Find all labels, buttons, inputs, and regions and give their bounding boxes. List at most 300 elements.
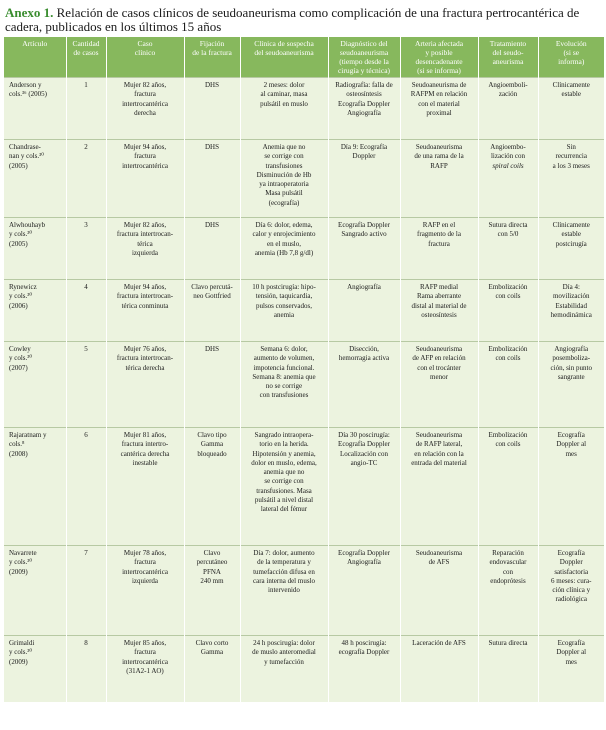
cell-line: Día 9: Ecografía bbox=[340, 143, 388, 151]
cell-line: cara interna del muslo bbox=[252, 576, 315, 585]
cell-line: cols.⁸ bbox=[9, 440, 25, 449]
cell-line: en el muslo, bbox=[266, 239, 302, 248]
cell-line: 6 bbox=[84, 431, 88, 439]
table-cell bbox=[106, 140, 184, 218]
cell-line: endoprótesis bbox=[490, 576, 526, 585]
column-header-line: Cantidad bbox=[72, 39, 100, 48]
cell-line: Día 30 poscirugía: bbox=[338, 431, 390, 439]
cell-line: anemia (Hb 7,8 g/dl) bbox=[254, 248, 314, 257]
cell-line: Ecografía Doppler bbox=[338, 549, 390, 557]
cell-line: 3 bbox=[84, 221, 88, 229]
cell-line: Localización con bbox=[339, 449, 388, 458]
table-cell bbox=[538, 280, 604, 342]
cell-line: DHS bbox=[204, 81, 219, 89]
cell-line: ción, sin punto bbox=[550, 363, 592, 372]
table-body bbox=[4, 78, 604, 702]
table-cell bbox=[240, 280, 328, 342]
cell-line: proximal bbox=[426, 108, 452, 117]
column-header-line: de la fractura bbox=[192, 48, 232, 57]
cell-line: movilización bbox=[552, 292, 590, 301]
table-row bbox=[4, 636, 604, 702]
cell-line: Semana 6: dolor, bbox=[260, 345, 308, 353]
table-cell bbox=[328, 140, 400, 218]
cell-line: 2 meses: dolor bbox=[263, 81, 305, 89]
cell-line: zación bbox=[498, 90, 518, 99]
table-cell bbox=[240, 218, 328, 280]
table-cell bbox=[4, 636, 66, 702]
cell-line: radiológica bbox=[555, 595, 587, 604]
cell-line: Mujer 82 años, bbox=[123, 221, 167, 229]
table-cell bbox=[328, 636, 400, 702]
column-header-line: del seudo- bbox=[492, 48, 524, 57]
table-cell bbox=[184, 342, 240, 428]
table-cell bbox=[106, 78, 184, 140]
cell-line: Mujer 78 años, bbox=[123, 549, 167, 557]
cell-line: DHS bbox=[204, 345, 219, 353]
table-cell bbox=[478, 280, 538, 342]
cell-line: (2007) bbox=[9, 363, 28, 372]
cell-line: y tumefacción bbox=[264, 657, 304, 666]
cell-line: Rynewicz bbox=[9, 283, 37, 291]
cell-line: sangrante bbox=[557, 372, 585, 381]
cell-line: fractura intertro- bbox=[121, 440, 169, 449]
cell-line: Semana 8: anemia que bbox=[252, 372, 316, 381]
caption-text: Relación de casos clínicos de seudoaneurisma como complicación de una fractura pertrocantérica de cadera, publicados en los últimos 15 años bbox=[5, 5, 580, 34]
cell-line: RAFP en el bbox=[422, 221, 456, 229]
cell-line: Gamma bbox=[200, 440, 224, 449]
column-header-line: aneurisma bbox=[492, 57, 524, 66]
cell-line: DHS bbox=[204, 143, 219, 151]
table-cell bbox=[328, 78, 400, 140]
column-header-line: Diagnóstico del bbox=[340, 39, 388, 48]
column-header-4 bbox=[184, 37, 240, 78]
cell-line: Mujer 81 años, bbox=[123, 431, 167, 439]
cell-line: térica bbox=[137, 239, 153, 248]
cell-line: fractura intertrocan- bbox=[116, 230, 174, 239]
cell-line: Embolización bbox=[488, 431, 528, 439]
cell-line: (2009) bbox=[9, 657, 28, 666]
cell-line: al caminar, masa bbox=[260, 90, 308, 99]
table-cell bbox=[66, 546, 106, 636]
cell-line: Hipotensión y anemia, bbox=[252, 449, 316, 458]
cell-line: (2008) bbox=[9, 449, 28, 458]
cell-line: Gamma bbox=[200, 648, 224, 657]
cell-line: Cowley bbox=[9, 345, 31, 353]
cell-line: Alwhouhayb bbox=[9, 221, 46, 229]
cell-line: con coils bbox=[495, 292, 521, 301]
table-cell bbox=[106, 280, 184, 342]
column-header-line: de casos bbox=[73, 48, 99, 57]
cell-line: dolor en muslo, edema, bbox=[251, 458, 317, 467]
table-cell bbox=[538, 546, 604, 636]
table-cell bbox=[106, 428, 184, 546]
cell-line: Día 6: dolor, edema, bbox=[255, 221, 313, 229]
cell-line: Seudoaneurisma bbox=[415, 431, 463, 439]
cell-line: RAFP medial bbox=[419, 283, 459, 291]
table-cell bbox=[538, 636, 604, 702]
column-header-line: Tratamiento bbox=[489, 39, 527, 48]
cell-line: y cols.³⁰ bbox=[9, 292, 33, 301]
cell-line: tumefacción difusa en bbox=[253, 567, 315, 576]
cell-line: con el material bbox=[418, 99, 460, 108]
cell-line: Doppler bbox=[559, 558, 583, 567]
cell-line: Clavo percutá- bbox=[191, 283, 233, 291]
case-table bbox=[4, 37, 604, 702]
table-cell bbox=[240, 78, 328, 140]
cell-line: Mujer 85 años, bbox=[123, 639, 167, 647]
table-row bbox=[4, 140, 604, 218]
cell-line: Doppler al bbox=[556, 440, 587, 449]
column-header-line: (si se bbox=[563, 48, 580, 57]
table-cell bbox=[66, 140, 106, 218]
cell-line: y cols.³⁰ bbox=[9, 230, 33, 239]
cell-line: Clavo tipo bbox=[197, 431, 227, 439]
table-cell bbox=[184, 280, 240, 342]
table-cell bbox=[538, 342, 604, 428]
cell-line: Doppler bbox=[352, 152, 376, 161]
cell-line: no se corrige bbox=[265, 382, 303, 391]
cell-line: Ecografía bbox=[557, 431, 585, 439]
table-cell bbox=[4, 218, 66, 280]
cell-line: Mujer 94 años, bbox=[123, 143, 167, 151]
table-row bbox=[4, 218, 604, 280]
table-cell bbox=[478, 636, 538, 702]
cell-line: Mujer 94 años, bbox=[123, 283, 167, 291]
cell-line: recurrencia bbox=[555, 152, 587, 161]
cell-line: inestable bbox=[132, 458, 158, 467]
cell-line: postcirugía bbox=[555, 239, 587, 248]
cell-line: Mujer 82 años, bbox=[123, 81, 167, 89]
column-header-line: informa) bbox=[558, 57, 585, 66]
cell-line: 24 h poscirugía: dolor bbox=[253, 639, 315, 647]
table-cell bbox=[400, 342, 478, 428]
column-header-line: Artículo bbox=[22, 39, 48, 48]
cell-line: Sutura directa bbox=[488, 221, 528, 229]
cell-line: estable bbox=[561, 90, 581, 99]
cell-line: endovascular bbox=[489, 558, 527, 567]
table-cell bbox=[240, 636, 328, 702]
cell-line: 5 bbox=[84, 345, 88, 353]
cell-line: Disminución de Hb bbox=[256, 170, 312, 179]
cell-line: Masa pulsátil bbox=[265, 189, 303, 198]
cell-line: entrada del material bbox=[411, 458, 467, 467]
cell-line: pulsos conservados, bbox=[256, 301, 312, 310]
column-header-line: Clínica de sospecha bbox=[254, 39, 314, 48]
column-header-line: (tiempo desde la bbox=[339, 57, 389, 66]
table-cell bbox=[4, 546, 66, 636]
cell-line: (2005) bbox=[9, 239, 28, 248]
cell-line: fractura bbox=[428, 239, 450, 248]
column-header-line: Evolución bbox=[555, 39, 587, 48]
cell-line: Clínicamente bbox=[552, 81, 590, 89]
cell-line: 48 h poscirugía: bbox=[341, 639, 387, 647]
cell-line: Rajaratnam y bbox=[9, 431, 47, 439]
cell-line: calor y enrojecimiento bbox=[252, 230, 316, 239]
table-cell bbox=[106, 342, 184, 428]
cell-line: (2006) bbox=[9, 301, 28, 310]
cell-line: cols.³⁶ (2005) bbox=[9, 90, 47, 99]
cell-line: transfusiones bbox=[265, 161, 303, 170]
table-cell bbox=[184, 546, 240, 636]
cell-line: Ecografía bbox=[557, 639, 585, 647]
column-header-8 bbox=[478, 37, 538, 78]
column-header-line: (si se informa) bbox=[417, 66, 461, 75]
cell-line: spiral coils bbox=[492, 161, 524, 170]
header-row bbox=[4, 37, 604, 78]
table-cell bbox=[66, 636, 106, 702]
column-header-line: del seudoaneurisma bbox=[254, 48, 314, 57]
cell-line: menor bbox=[430, 372, 448, 381]
cell-line: Clavo bbox=[203, 549, 221, 557]
column-header-line: Arteria afectada bbox=[414, 39, 464, 48]
table-cell bbox=[538, 140, 604, 218]
cell-line: ción clínica y bbox=[552, 586, 591, 595]
table-cell bbox=[328, 546, 400, 636]
cell-line: satisfactoria bbox=[554, 567, 589, 576]
cell-line: impotencia funcional. bbox=[253, 363, 315, 372]
column-header-9 bbox=[538, 37, 604, 78]
cell-line: lateral del fémur bbox=[260, 505, 308, 514]
cell-line: Sangrado activo bbox=[341, 230, 387, 239]
table-cell bbox=[400, 140, 478, 218]
cell-line: de muslo anteromedial bbox=[252, 648, 316, 657]
cell-line: neo Gottfried bbox=[193, 292, 231, 301]
table-row bbox=[4, 428, 604, 546]
cell-line: con el trocánter bbox=[417, 363, 461, 372]
cell-line: y cols.³⁰ bbox=[9, 648, 33, 657]
cell-line: nan y cols.³⁰ bbox=[9, 152, 45, 161]
column-header-line: cirugía y técnica) bbox=[337, 66, 391, 75]
cell-line: (31A2-1 AO) bbox=[126, 666, 164, 675]
cell-line: con 5/0 bbox=[497, 230, 519, 239]
table-cell bbox=[328, 218, 400, 280]
cell-line: fractura bbox=[134, 152, 156, 161]
table-cell bbox=[66, 218, 106, 280]
table-row bbox=[4, 78, 604, 140]
column-header-7 bbox=[400, 37, 478, 78]
cell-line: angio-TC bbox=[350, 458, 378, 467]
column-header-2 bbox=[66, 37, 106, 78]
cell-line: y cols.³⁰ bbox=[9, 558, 33, 567]
table-cell bbox=[478, 218, 538, 280]
cell-line: fractura bbox=[134, 558, 156, 567]
cell-line: Clavo corto bbox=[195, 639, 229, 647]
column-header-5 bbox=[240, 37, 328, 78]
cell-line: derecha bbox=[134, 108, 156, 117]
cell-line: de AFP en relación bbox=[412, 354, 466, 363]
table-cell bbox=[328, 428, 400, 546]
table-cell bbox=[106, 546, 184, 636]
cell-line: pulsátil a nivel distal bbox=[254, 496, 314, 505]
table-cell bbox=[400, 280, 478, 342]
cell-line: Seudoaneurisma bbox=[415, 143, 463, 151]
cell-line: de la temperatura y bbox=[257, 558, 311, 567]
cell-line: bloqueado bbox=[197, 449, 227, 458]
table-cell bbox=[328, 342, 400, 428]
cell-line: PFNA bbox=[203, 567, 221, 576]
table-cell bbox=[328, 280, 400, 342]
cell-line: fractura bbox=[134, 648, 156, 657]
column-header-line: Caso bbox=[137, 39, 153, 48]
cell-line: fractura intertrocan- bbox=[116, 354, 174, 363]
cell-line: Angiografía bbox=[347, 558, 381, 567]
table-cell bbox=[106, 636, 184, 702]
cell-line: posemboliza- bbox=[552, 354, 591, 363]
cell-line: Reparación bbox=[492, 549, 524, 557]
cell-line: intervenido bbox=[268, 586, 300, 595]
cell-line: Anderson y bbox=[9, 81, 42, 89]
table-cell bbox=[66, 78, 106, 140]
cell-line: RAFPM en relación bbox=[410, 90, 468, 99]
cell-line: Navarrete bbox=[9, 549, 37, 557]
cell-line: Embolización bbox=[488, 345, 528, 353]
table-cell bbox=[400, 78, 478, 140]
cell-line: 2 bbox=[84, 143, 88, 151]
cell-line: Ecografía bbox=[557, 549, 585, 557]
cell-line: Doppler al bbox=[556, 648, 587, 657]
cell-line: intertrocantérica bbox=[122, 161, 168, 170]
table-cell bbox=[478, 428, 538, 546]
cell-line: aumento de volumen, bbox=[253, 354, 315, 363]
table-cell bbox=[66, 280, 106, 342]
table-cell bbox=[4, 428, 66, 546]
column-header-line: Fijación bbox=[199, 39, 225, 48]
cell-line: pulsátil en muslo bbox=[260, 99, 308, 108]
cell-line: Embolización bbox=[488, 283, 528, 291]
cell-line: a los 3 meses bbox=[552, 161, 590, 170]
cell-line: percutáneo bbox=[196, 558, 228, 567]
cell-line: fractura intertrocan- bbox=[116, 292, 174, 301]
table-cell bbox=[184, 78, 240, 140]
cell-line: (2005) bbox=[9, 161, 28, 170]
cell-line: se corrige con bbox=[264, 477, 304, 486]
table-cell bbox=[4, 140, 66, 218]
cell-line: 7 bbox=[84, 549, 88, 557]
column-header-6 bbox=[328, 37, 400, 78]
cell-line: Laceración de AFS bbox=[412, 639, 466, 647]
cell-line: torio en la herida. bbox=[259, 440, 309, 449]
cell-line: con coils bbox=[495, 440, 521, 449]
cell-line: de AFS bbox=[428, 558, 450, 567]
table-row bbox=[4, 342, 604, 428]
cell-line: mes bbox=[565, 657, 577, 666]
table-cell bbox=[240, 140, 328, 218]
cell-line: Angiografía bbox=[554, 345, 589, 353]
table-cell bbox=[66, 342, 106, 428]
cell-line: Angioembo- bbox=[490, 143, 526, 151]
cell-line: de RAFP lateral, bbox=[415, 440, 463, 449]
column-header-line: desencadenante bbox=[415, 57, 463, 66]
table-cell bbox=[184, 218, 240, 280]
cell-line: Ecografía Doppler bbox=[338, 221, 390, 229]
cell-line: transfusiones. Masa bbox=[256, 486, 312, 495]
cell-line: Grimaldi bbox=[9, 639, 35, 647]
cell-line: ecografía Doppler bbox=[338, 648, 390, 657]
cell-line: mes bbox=[565, 449, 577, 458]
table-cell bbox=[106, 218, 184, 280]
column-header-line: y posible bbox=[425, 48, 453, 57]
cell-line: con bbox=[502, 567, 514, 576]
cell-line: Angiografía bbox=[347, 283, 381, 291]
cell-line: Ecografía Doppler bbox=[338, 99, 390, 108]
cell-line: intertrocantérica bbox=[122, 99, 168, 108]
cell-line: Angiografía bbox=[347, 108, 381, 117]
cell-line: izquierda bbox=[131, 576, 159, 585]
table-row bbox=[4, 546, 604, 636]
cell-line: Radiografía: falla de bbox=[335, 81, 393, 89]
cell-line: Sutura directa bbox=[488, 639, 528, 647]
cell-line: intertrocantérica bbox=[122, 657, 168, 666]
cell-line: Seudoaneurisma de bbox=[411, 81, 467, 89]
cell-line: y cols.³⁰ bbox=[9, 354, 33, 363]
cell-line: 1 bbox=[84, 81, 88, 89]
cell-line: tensión, taquicardia, bbox=[255, 292, 313, 301]
table-cell bbox=[240, 342, 328, 428]
cell-line: anemia que no bbox=[263, 468, 305, 477]
cell-line: (ecografía) bbox=[268, 198, 300, 207]
cell-line: Chandrase- bbox=[9, 143, 41, 151]
cell-line: 240 mm bbox=[200, 576, 224, 585]
cell-line: osteosíntesis bbox=[346, 90, 382, 99]
cell-line: intertrocantérica bbox=[122, 567, 168, 576]
cell-line: con transfusiones bbox=[259, 391, 309, 400]
table-cell bbox=[538, 428, 604, 546]
cell-line: Clínicamente bbox=[552, 221, 590, 229]
table-cell bbox=[478, 140, 538, 218]
caption-label: Anexo 1. bbox=[5, 5, 54, 20]
table-cell bbox=[184, 428, 240, 546]
cell-line: Sangrado intraopera- bbox=[254, 431, 314, 439]
cell-line: Ecografía Doppler bbox=[338, 440, 390, 449]
cell-line: estable bbox=[561, 230, 581, 239]
cell-line: Rama aberrante bbox=[416, 292, 462, 301]
table-cell bbox=[4, 78, 66, 140]
cell-line: hemorragia activa bbox=[338, 354, 390, 363]
column-header-line: seudoaneurisma bbox=[339, 48, 389, 57]
table-cell bbox=[240, 428, 328, 546]
column-header-3 bbox=[106, 37, 184, 78]
cell-line: 6 meses: cura- bbox=[551, 576, 592, 585]
table-cell bbox=[4, 280, 66, 342]
cell-line: en relación con la bbox=[414, 449, 464, 458]
table-cell bbox=[478, 78, 538, 140]
cell-line: fragmento de la bbox=[417, 230, 461, 239]
cell-line: Angioemboli- bbox=[488, 81, 528, 89]
cell-line: Día 7: dolor, aumento bbox=[253, 549, 315, 557]
cell-line: de una rama de la bbox=[414, 152, 464, 161]
table-cell bbox=[478, 546, 538, 636]
table-cell bbox=[400, 546, 478, 636]
table-cell bbox=[4, 342, 66, 428]
table-cell bbox=[400, 428, 478, 546]
column-header-1 bbox=[4, 37, 66, 78]
cell-line: izquierda bbox=[131, 248, 159, 257]
table-cell bbox=[184, 140, 240, 218]
table-cell bbox=[538, 218, 604, 280]
cell-line: cantérica derecha bbox=[120, 449, 170, 458]
cell-line: lización con bbox=[490, 152, 525, 161]
cell-line: Día 4: bbox=[562, 283, 580, 291]
cell-line: osteosíntesis bbox=[421, 310, 457, 319]
cell-line: 8 bbox=[84, 639, 88, 647]
table-cell bbox=[538, 78, 604, 140]
cell-line: ya intraoperatoria bbox=[259, 180, 309, 189]
table-cell bbox=[400, 218, 478, 280]
table-row bbox=[4, 280, 604, 342]
table-cell bbox=[66, 428, 106, 546]
cell-line: 4 bbox=[84, 283, 88, 291]
table-cell bbox=[240, 546, 328, 636]
